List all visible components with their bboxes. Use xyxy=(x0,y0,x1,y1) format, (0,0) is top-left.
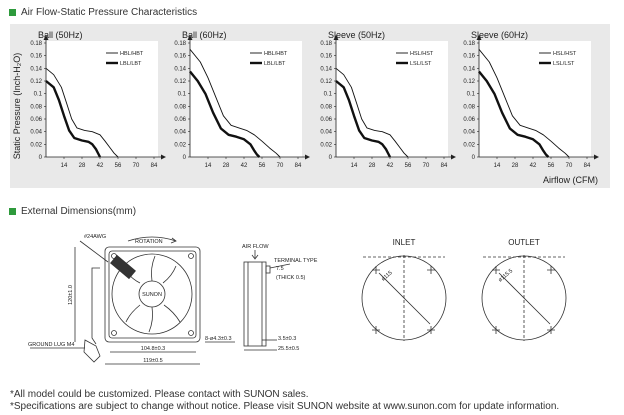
y-tick-label: 0 xyxy=(328,155,332,161)
terminal-type-label: TERMINAL TYPE xyxy=(274,258,318,264)
y-tick-label: 0.1 xyxy=(323,91,332,98)
y-tick-label: 0 xyxy=(38,155,42,161)
y-tick-label: 0.16 xyxy=(174,53,186,60)
y-tick-label: 0.14 xyxy=(30,66,42,73)
terminal-size-label: 7.5 xyxy=(276,266,284,272)
legend-entry: HBL/HBT xyxy=(264,51,288,57)
x-tick-label: 70 xyxy=(132,163,140,169)
y-tick-label: 0.02 xyxy=(463,142,475,149)
curves-title: Air Flow-Static Pressure Characteristics xyxy=(21,7,198,18)
y-tick-label: 0 xyxy=(471,155,475,161)
y-tick-label: 0.04 xyxy=(30,129,42,136)
x-tick-label: 42 xyxy=(96,163,104,169)
y-axis-label: Static Pressure (Inch-H₂O) xyxy=(12,52,22,160)
legend-entry: LSL/LST xyxy=(553,61,575,67)
y-tick-label: 0.08 xyxy=(463,104,475,111)
fan-side-view xyxy=(244,250,290,350)
x-tick-label: 84 xyxy=(583,163,591,169)
y-tick-label: 0.1 xyxy=(177,91,186,98)
legend-entry: HSL/HST xyxy=(410,51,434,57)
note-customize: *All model could be customized. Please contact with SUNON sales. xyxy=(10,389,309,400)
dimensions-title: External Dimensions(mm) xyxy=(21,206,137,217)
y-tick-label: 0.16 xyxy=(30,53,42,60)
x-tick-label: 14 xyxy=(350,163,358,169)
chart-title: Ball (50Hz) xyxy=(38,30,83,40)
inlet-view xyxy=(362,255,446,341)
hole-diameter-label: 8-ø4.3±0.3 xyxy=(205,336,232,342)
hole-spacing-label: 104.8±0.3 xyxy=(140,346,166,352)
depth-dim-label: 25.5±0.5 xyxy=(278,346,300,352)
x-tick-label: 70 xyxy=(565,163,573,169)
y-tick-label: 0.14 xyxy=(463,66,475,73)
x-tick-label: 84 xyxy=(294,163,302,169)
x-tick-label: 56 xyxy=(114,163,122,169)
y-tick-label: 0 xyxy=(182,155,186,161)
x-tick-label: 14 xyxy=(60,163,68,169)
overall-width-label: 119±0.5 xyxy=(143,358,163,364)
y-tick-label: 0.16 xyxy=(463,53,475,60)
y-tick-label: 0.08 xyxy=(30,104,42,111)
x-tick-label: 28 xyxy=(368,163,376,169)
y-tick-label: 0.14 xyxy=(320,66,332,73)
x-tick-label: 56 xyxy=(404,163,412,169)
wire-gauge-label: #24AWG xyxy=(84,234,107,240)
flange-dim-label: 3.5±0.3 xyxy=(278,336,297,342)
y-tick-label: 0.1 xyxy=(33,91,42,98)
y-tick-label: 0.12 xyxy=(30,79,42,85)
y-tick-label: 0.18 xyxy=(30,41,42,47)
y-tick-label: 0.08 xyxy=(320,104,332,111)
y-tick-label: 0.14 xyxy=(174,66,186,73)
rotation-label: ROTATION xyxy=(135,239,163,245)
y-tick-label: 0.16 xyxy=(320,53,332,60)
x-tick-label: 42 xyxy=(386,163,394,169)
y-tick-label: 0.04 xyxy=(463,129,475,136)
y-tick-label: 0.04 xyxy=(320,129,332,136)
y-tick-label: 0.1 xyxy=(466,91,475,98)
air-flow-label: AIR FLOW xyxy=(242,244,269,250)
y-tick-label: 0.06 xyxy=(174,117,186,123)
x-tick-label: 28 xyxy=(511,163,519,169)
chart-title: Sleeve (50Hz) xyxy=(328,30,386,40)
height-dim-label: 120±1.0 xyxy=(68,285,74,305)
x-tick-label: 28 xyxy=(78,163,86,169)
y-tick-label: 0.08 xyxy=(174,104,186,111)
x-tick-label: 70 xyxy=(276,163,284,169)
y-tick-label: 0.02 xyxy=(320,142,332,149)
x-tick-label: 84 xyxy=(440,163,448,169)
x-tick-label: 42 xyxy=(240,163,248,169)
y-tick-label: 0.18 xyxy=(174,41,186,47)
terminal-thick-label: (THICK 0.5) xyxy=(276,275,306,281)
y-tick-label: 0.12 xyxy=(463,79,475,85)
x-tick-label: 28 xyxy=(222,163,230,169)
y-tick-label: 0.02 xyxy=(174,142,186,149)
inlet-diameter-label: ø115 xyxy=(380,270,394,283)
legend-entry: LBL/LBT xyxy=(264,61,286,67)
x-axis-label: Airflow (CFM) xyxy=(543,175,598,185)
y-tick-label: 0.12 xyxy=(174,79,186,85)
y-tick-label: 0.12 xyxy=(320,79,332,85)
note-specifications: *Specifications are subject to change without notice. Please visit SUNON website at www.sunon.com for update information. xyxy=(10,401,560,412)
legend-entry: HSL/HST xyxy=(553,51,577,57)
y-tick-label: 0.04 xyxy=(174,129,186,136)
y-tick-label: 0.06 xyxy=(320,117,332,123)
x-tick-label: 84 xyxy=(150,163,158,169)
x-tick-label: 70 xyxy=(422,163,430,169)
y-tick-label: 0.06 xyxy=(30,117,42,123)
chart-title: Sleeve (60Hz) xyxy=(471,30,529,40)
outlet-title: OUTLET xyxy=(508,238,540,247)
outlet-diameter-label: ø115.5 xyxy=(497,268,515,284)
legend-entry: HBL/HBT xyxy=(120,51,144,57)
x-tick-label: 14 xyxy=(204,163,212,169)
brand-label: SUNON xyxy=(142,292,162,298)
y-tick-label: 0.18 xyxy=(463,41,475,47)
x-tick-label: 14 xyxy=(493,163,501,169)
outlet-view xyxy=(482,255,566,341)
legend-entry: LBL/LBT xyxy=(120,61,142,67)
chart-title: Ball (60Hz) xyxy=(182,30,227,40)
y-tick-label: 0.18 xyxy=(320,41,332,47)
x-tick-label: 42 xyxy=(529,163,537,169)
ground-lug-label: GROUND LUG M4 xyxy=(28,342,75,348)
x-tick-label: 56 xyxy=(547,163,555,169)
y-tick-label: 0.06 xyxy=(463,117,475,123)
y-tick-label: 0.02 xyxy=(30,142,42,149)
x-tick-label: 56 xyxy=(258,163,266,169)
inlet-title: INLET xyxy=(392,238,416,247)
legend-entry: LSL/LST xyxy=(410,61,432,67)
